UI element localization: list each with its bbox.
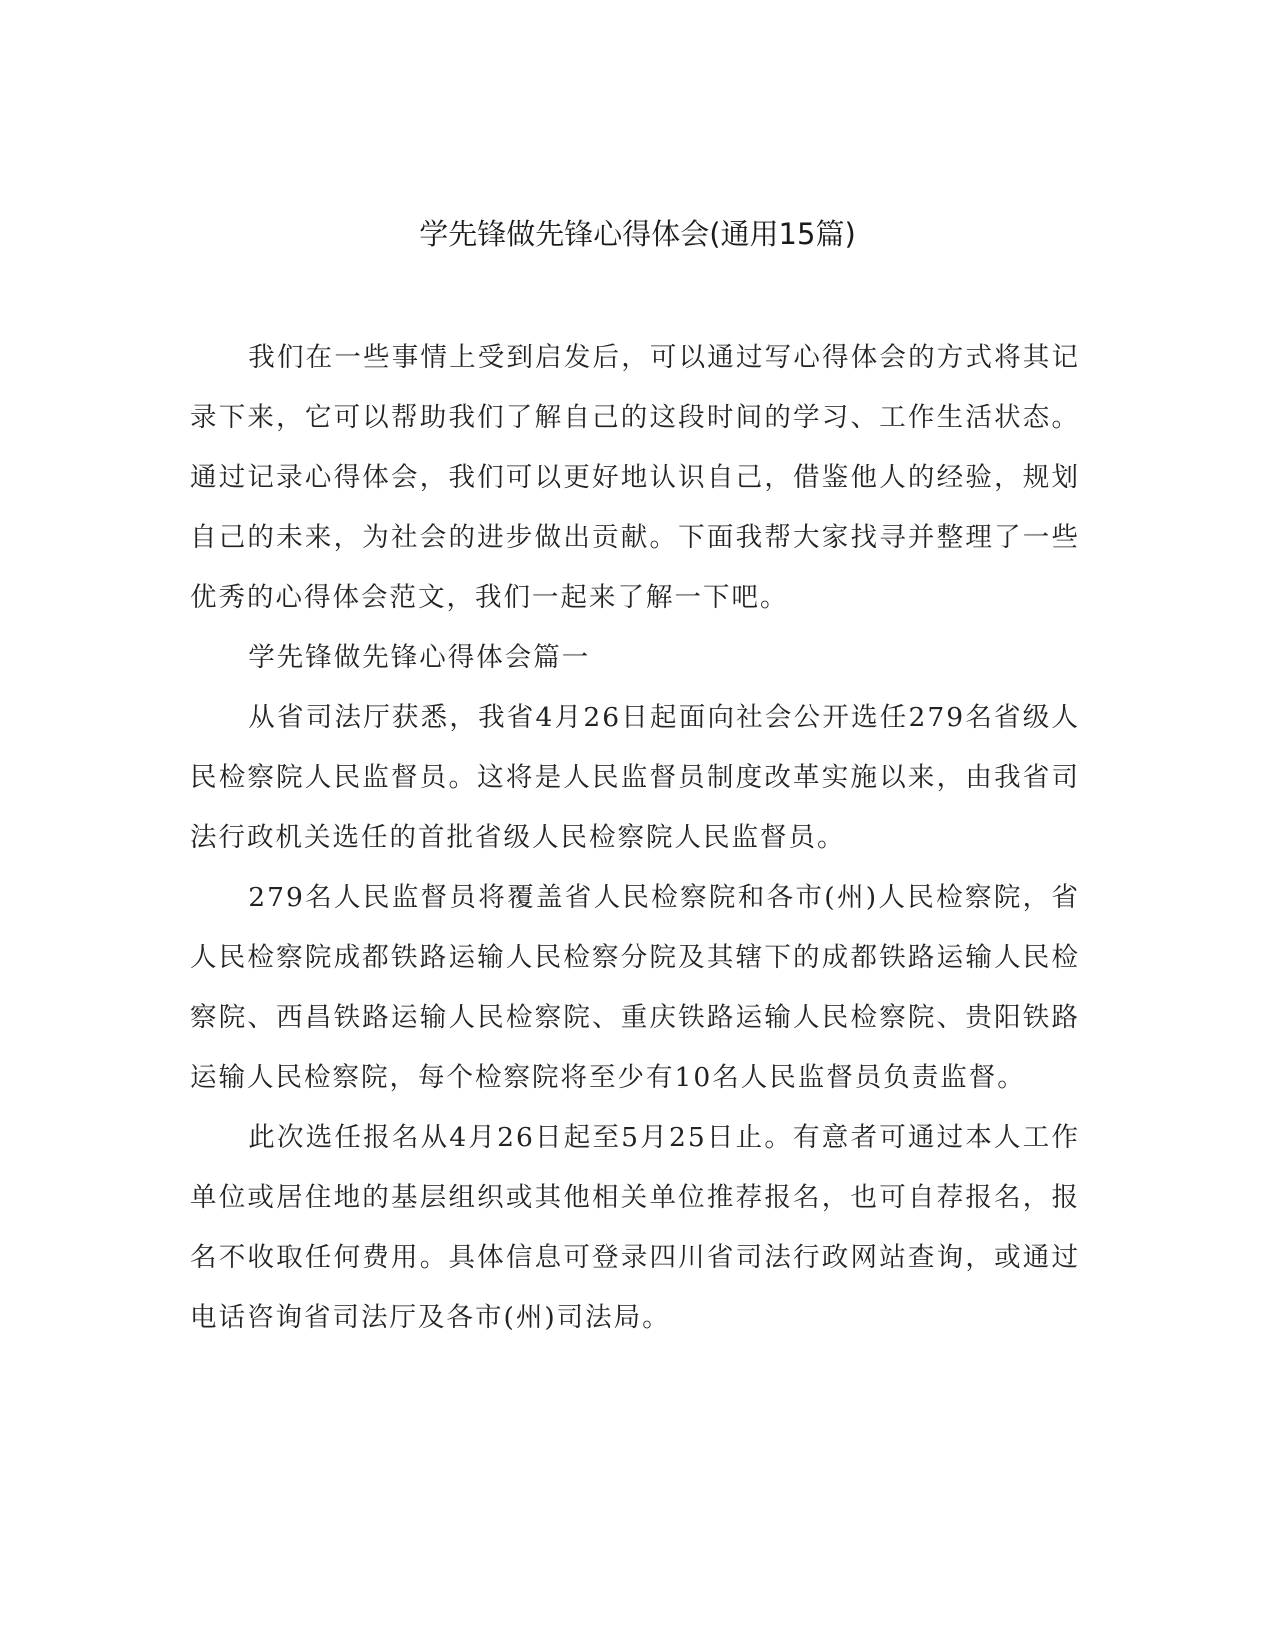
- body-paragraph: 279名人民监督员将覆盖省人民检察院和各市(州)人民检察院，省人民检察院成都铁路运输人民检察分院及其辖下的成都铁路运输人民检察院、西昌铁路运输人民检察院、重庆铁路运输人民检察院、贵阳铁路运输人民检察院，每个检察院将至少有10名人民监督员负责监督。: [190, 882, 1080, 1093]
- intro-paragraph: 我们在一些事情上受到启发后，可以通过写心得体会的方式将其记录下来，它可以帮助我们了解自己的这段时间的学习、工作生活状态。通过记录心得体会，我们可以更好地认识自己，借鉴他人的经验，规划自己的未来，为社会的进步做出贡献。下面我帮大家找寻并整理了一些优秀的心得体会范文，我们一起来了解一下吧。: [190, 342, 1080, 613]
- document-title: 学先锋做先锋心得体会(通用15篇): [419, 217, 856, 251]
- body-paragraph: 此次选任报名从4月26日起至5月25日止。有意者可通过本人工作单位或居住地的基层组织或其他相关单位推荐报名，也可自荐报名，报名不收取任何费用。具体信息可登录四川省司法行政网站查询，或通过电话咨询省司法厅及各市(州)司法局。: [190, 1122, 1080, 1333]
- body-paragraph: 从省司法厅获悉，我省4月26日起面向社会公开选任279名省级人民检察院人民监督员。这将是人民监督员制度改革实施以来，由我省司法行政机关选任的首批省级人民检察院人民监督员。: [190, 702, 1080, 853]
- section-heading: 学先锋做先锋心得体会篇一: [248, 642, 591, 673]
- document-body: [190, 328, 1080, 1348]
